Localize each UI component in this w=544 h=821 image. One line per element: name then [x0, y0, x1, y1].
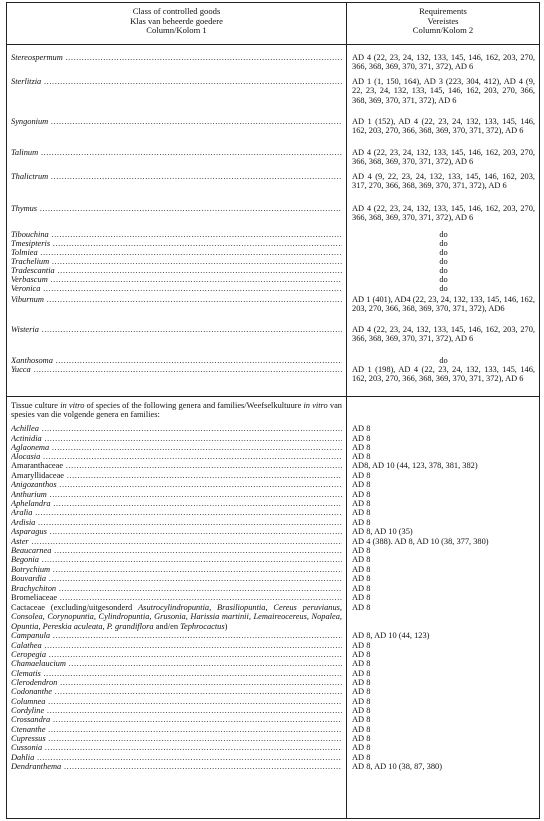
goods-class-name: Clerodendron ..... — [11, 678, 342, 687]
goods-class-name: Cordyline ..... — [11, 706, 342, 715]
column-1-title-af: Klas van beheerde goedere — [130, 15, 223, 26]
requirement-text: AD 8 — [352, 650, 371, 659]
requirement-text: do — [439, 266, 448, 275]
requirement-text: AD 8 — [352, 593, 371, 602]
goods-class-name: Veronica ..... — [11, 284, 342, 293]
column-divider — [346, 3, 347, 818]
goods-class-name: Ceropegia ..... — [11, 650, 342, 659]
requirement-text: do — [439, 239, 448, 248]
goods-class-name: Alocasia ..... — [11, 452, 342, 461]
requirement-text: AD 8 — [352, 424, 371, 433]
requirement-text: AD 8 — [352, 471, 371, 480]
table-header — [7, 3, 539, 45]
goods-class-name: Calathea ..... — [11, 641, 342, 650]
goods-class-name: Cussonia ..... — [11, 743, 342, 752]
intro-text: van spesies van die volgende genera en families: — [11, 401, 342, 420]
section-divider — [7, 396, 539, 397]
requirement-text: AD 8 — [352, 565, 371, 574]
goods-class-name: Anigozanthos ..... — [11, 480, 342, 489]
requirement-text: AD 8 — [352, 555, 371, 564]
requirement-text: AD 8 — [352, 603, 371, 612]
goods-class-name: Brachychiton ..... — [11, 584, 342, 593]
requirement-text: AD 1 (1, 150, 164), AD 3 (223, 304, 412), AD 4 (9, 22, 23, 24, 132, 133, 145, 146, 162, 203, 270, 366, 368, 369, 370, 371, 372), AD 6 — [352, 77, 535, 105]
goods-class-name: Ardisia ..... — [11, 518, 342, 527]
requirement-text: do — [439, 248, 448, 257]
requirement-text: AD 8 — [352, 697, 371, 706]
goods-class-name: Anthurium ..... — [11, 490, 342, 499]
requirement-text: AD 8 — [352, 508, 371, 517]
goods-class-name: Ctenanthe ..... — [11, 725, 342, 734]
goods-class-name: Begonia ..... — [11, 555, 342, 564]
goods-class-name: Sterlitzia ..... — [11, 77, 342, 86]
goods-class-name: Bromeliaceae ..... — [11, 593, 342, 602]
goods-class-name: Botrychium ..... — [11, 565, 342, 574]
goods-class-name: Aster ..... — [11, 537, 342, 546]
requirement-text: AD 8 — [352, 678, 371, 687]
tissue-culture-intro — [11, 401, 342, 420]
column-2-title-en: Requirements — [419, 6, 467, 16]
requirement-text: AD 8 — [352, 734, 371, 743]
column-1-title-en: Class of controlled goods — [132, 6, 221, 16]
goods-class-name: Actinidia ..... — [11, 434, 342, 443]
requirement-text: AD 8 — [352, 706, 371, 715]
requirement-text: AD 8 — [352, 715, 371, 724]
regulation-table — [6, 2, 540, 819]
requirement-text: AD 8 — [352, 480, 371, 489]
requirement-text: AD 8 — [352, 669, 371, 678]
goods-class-name: Thalictrum ..... — [11, 172, 342, 181]
goods-class-name: Tolmiea ..... — [11, 248, 342, 257]
requirement-text: AD 4 (22, 23, 24, 132, 133, 145, 146, 162, 203, 270, 366, 368, 369, 370, 371, 372), AD 6 — [352, 53, 535, 72]
goods-class-name: Syngonium ..... — [11, 117, 342, 126]
goods-class-name: Aralia ..... — [11, 508, 342, 517]
goods-class-name: Clematis ..... — [11, 669, 342, 678]
goods-class-name: Tibouchina ..... — [11, 230, 342, 239]
requirement-text: AD 1 (152), AD 4 (22, 23, 24, 132, 133, 145, 146, 162, 203, 270, 366, 368, 369, 370, 371, 372), AD 6 — [352, 117, 535, 136]
goods-class-name: Bouvardia ..... — [11, 574, 342, 583]
requirement-text: AD 8 — [352, 659, 371, 668]
requirement-text: AD 8 — [352, 443, 371, 452]
goods-class-name: Tmesipteris ..... — [11, 239, 342, 248]
requirement-text: AD 4 (22, 23, 24, 132, 133, 145, 146, 162, 203, 270, 366, 368, 369, 370, 371, 372), AD 6 — [352, 325, 535, 344]
goods-class-name: Crossandra ..... — [11, 715, 342, 724]
requirement-text: AD 4 (9, 22, 23, 24, 132, 133, 145, 146, 162, 203, 317, 270, 366, 368, 369, 370, 371, 372), AD 6 — [352, 172, 535, 191]
requirement-text: AD 8, AD 10 (35) — [352, 527, 413, 536]
requirement-text: AD 8 — [352, 518, 371, 527]
excluded-genera: Asutrocylindropuntia, Brasiliopuntia, Cereus peruvianus, Consolea, Corynopuntia, Cylindropuntia, Grusonia, Harissia martinii, Lemaireocereus, Nopalea, Opuntia, Pereskia aculeata, P. grandiflora — [11, 603, 342, 631]
requirement-text: AD 8 — [352, 574, 371, 583]
requirement-text: AD 1 (401), AD4 (22, 23, 24, 132, 133, 145, 146, 162, 203, 270, 366, 368, 369, 370, 371, 372), AD6 — [352, 295, 535, 314]
column-1-label: Column/Kolom 1 — [146, 25, 207, 36]
goods-class-name: Amaranthaceae ..... — [11, 461, 342, 470]
goods-class-name: Beaucarnea ..... — [11, 546, 342, 555]
requirement-text: do — [439, 230, 448, 239]
goods-class-name: Yucca ..... — [11, 365, 342, 374]
goods-class-name: Stereospermum ..... — [11, 53, 342, 62]
goods-class-name: Chamaelaucium ..... — [11, 659, 342, 668]
goods-class-name: Wisteria ..... — [11, 325, 342, 334]
goods-class-name — [11, 603, 342, 631]
requirement-text: do — [439, 356, 448, 365]
goods-class-name: Columnea ..... — [11, 697, 342, 706]
requirement-text: do — [439, 257, 448, 266]
goods-class-name: Aglaonema ..... — [11, 443, 342, 452]
requirement-text: AD 8 — [352, 434, 371, 443]
goods-class-name: Amaryllidaceae ..... — [11, 471, 342, 480]
goods-class-name: Viburnum ..... — [11, 295, 342, 304]
requirement-text: AD 8 — [352, 546, 371, 555]
goods-class-name: Xanthosoma ..... — [11, 356, 342, 365]
requirement-text: AD 8 — [352, 641, 371, 650]
goods-class-name: Cupressus ..... — [11, 734, 342, 743]
intro-text: of species of the following genera and families/Weefselkultuure — [84, 401, 304, 410]
goods-class-name: Trachelium ..... — [11, 257, 342, 266]
requirement-text: do — [439, 275, 448, 284]
requirement-text: AD8, AD 10 (44, 123, 378, 381, 382) — [352, 461, 478, 470]
requirement-text: AD 8 — [352, 687, 371, 696]
class-text: Cactaceae (excluding/uitgesonderd — [11, 603, 139, 612]
requirement-text: AD 8, AD 10 (44, 123) — [352, 631, 430, 640]
requirement-text: AD 8 — [352, 584, 371, 593]
column-2-label: Column/Kolom 2 — [412, 25, 474, 36]
goods-class-name: Campanula ..... — [11, 631, 342, 640]
requirement-text: AD 4 (22, 23, 24, 132, 133, 145, 146, 162, 203, 270, 366, 368, 369, 370, 371, 372), AD 6 — [352, 204, 535, 223]
goods-class-name: Achillea ..... — [11, 424, 342, 433]
intro-text: Tissue culture — [11, 401, 61, 410]
intro-italic: in vitro — [60, 401, 85, 410]
column-2-header — [347, 7, 539, 36]
column-1-header — [7, 7, 346, 36]
goods-class-name: Aphelandra ..... — [11, 499, 342, 508]
class-text: ) — [224, 621, 228, 631]
requirement-text: do — [439, 284, 448, 293]
requirement-text: AD 1 (198), AD 4 (22, 23, 24, 132, 133, 145, 146, 162, 203, 270, 366, 368, 369, 370, 371, 372), AD 6 — [352, 365, 535, 384]
goods-class-name: Dendranthema ..... — [11, 762, 342, 771]
goods-class-name: Thymus ..... — [11, 204, 342, 213]
goods-class-name: Verbascum ..... — [11, 275, 342, 284]
excluded-genera: Tephrocactus — [180, 621, 225, 631]
intro-italic: in vitro — [303, 401, 328, 410]
goods-class-name: Talinum ..... — [11, 148, 342, 157]
requirement-text: AD 8 — [352, 725, 371, 734]
requirement-text: AD 8 — [352, 499, 371, 508]
requirement-text: AD 8 — [352, 753, 371, 762]
goods-class-name: Codonanthe ..... — [11, 687, 342, 696]
requirement-text: AD 8 — [352, 743, 371, 752]
requirement-text: AD 4 (22, 23, 24, 132, 133, 145, 146, 162, 203, 270, 366, 368, 369, 370, 371, 372), AD 6 — [352, 148, 535, 167]
requirement-text: AD 4 (388). AD 8, AD 10 (38, 377, 380) — [352, 537, 489, 546]
requirement-text: AD 8 — [352, 452, 371, 461]
goods-class-name: Tradescantia ..... — [11, 266, 342, 275]
column-2-title-af: Vereistes — [427, 15, 459, 26]
requirement-text: AD 8, AD 10 (38, 87, 380) — [352, 762, 443, 771]
class-text: and/en — [153, 621, 181, 631]
goods-class-name: Dahlia ..... — [11, 753, 342, 762]
goods-class-name: Asparagus ..... — [11, 527, 342, 536]
requirement-text: AD 8 — [352, 490, 371, 499]
